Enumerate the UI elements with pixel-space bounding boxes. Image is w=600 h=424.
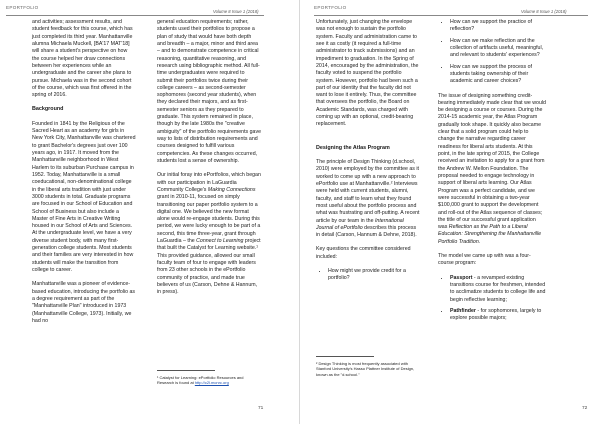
italic-title: Connect to Learning (196, 238, 244, 245)
volume-issue: Volume 8 Issue 1 (2018) (213, 9, 259, 14)
left-column-2 (157, 19, 261, 304)
paragraph: Founded in 1841 by the Religious of the Sacred Heart as an academy for girls in New York City, Manhattanville was chartered to grant Bachelor's degrees just over 100 years ago, in 1917. It moved from the Manhattanville neighborhood in West Harlem to its suburban Purchase campus in 1952. Today, Manhattanville is a small coeducational, non-denominational college in the liberal arts tradition with just under 3000 students in total. Graduate programs are focused in our School of Education and School of Business but also include a Master of Fine Arts in Creative Writing housed in our School of Arts and Sciences. At the undergraduate level, we have a very diverse student body, with many first-generation college students. Most students and their families are very interested in how students will make the transition from college to career. (32, 120, 136, 273)
list-item (450, 308, 546, 323)
paragraph: The model we came up with was a four-course program: (438, 253, 531, 267)
paragraph: Key questions the committee considered included: (316, 246, 411, 260)
footnote-rule (157, 370, 215, 371)
right-column-2 (438, 19, 546, 330)
left-column-1 (32, 19, 136, 332)
course-name: Pathfinder (450, 307, 476, 314)
journal-name: EPORTFOLIO (6, 5, 39, 10)
course-description: - a revamped existing transitions course for freshmen, intended to acclimatize students to college life and begin reflective learning; (450, 274, 546, 303)
paragraph: general education requirements; rather, students used their portfolios to propose a plan of study that would have both depth and breadth – a major, minor and third area – and to demonstrate competence in critical reasoning, quantitative reasoning, and research using bibliographic method. All full-time undergraduates were required to submit their portfolios twice during their college careers – as second-semester sophomores (second year students), when they declared their majors, and as first-semester seniors as they prepared to graduate. This system remained in place, though by the late 1980s the "creative ambiguity" of the portfolio requirements gave way to lists of distribution requirements and courses designed to fulfill various competencies. As these changes occurred, students lost a sense of ownership. (157, 19, 262, 164)
list-item: • How can we support the process of students taking ownership of their academic and career choices? (450, 64, 546, 86)
footnote-2: ² Design Thinking is most frequently associated with Stanford University's Hasso Plattner Institute of Design, known as the "d.school." (316, 361, 415, 377)
section-heading-design: Designing the Atlas Program (316, 144, 390, 151)
list-item: • How can we support the practice of reflection? (450, 19, 546, 34)
footnote-rule (316, 356, 374, 357)
header-rule (6, 15, 264, 16)
paragraph (316, 159, 420, 239)
list-item: • How can we make reflection and the collection of artifacts useful, meaningful, and relevant to students' experiences? (450, 38, 546, 60)
text-span: project that built the Catalyst for Learning website.¹ This provided guidance, allowed our small faculty team of four to engage with leaders from 23 other schools in the ePortfolio community of practice, and made true believers of us (Carson, Dehne & Hannum, in press). (157, 238, 261, 296)
list-item: • How might we provide credit for a portfolio? (328, 268, 420, 283)
course-name: Passport (450, 274, 473, 281)
journal-name: EPORTFOLIO (314, 5, 347, 10)
list-item (450, 275, 546, 304)
footnote-link[interactable]: http://c2l.mcnrc.org (194, 380, 229, 386)
paragraph: Manhattanville was a pioneer of evidence-based education, introducing the portfolio as a degree requirement as part of the "Manhattanville Plan" introduced in 1973 (Manhattanville College, 1973). Initially, we had no (32, 281, 136, 324)
text-span: The principle of Design Thinking (d.school, 2010) were employed by the committee as it worked to come up with a new approach to ePortfolio use at Manhattanville.² Interviews were held with current students, alumni, faculty, and staff to learn what they found most useful about the portfolio process and what was frustrating and off-putting. A recent article by our team in the (316, 159, 420, 224)
italic-title: Reflection as the Path to a Liberal Education: Strengthening the Manhattanville Portfolio Tradition. (438, 224, 542, 245)
question-list (438, 19, 546, 86)
italic-title: Making Connections (207, 186, 256, 193)
right-page (300, 0, 600, 424)
question-list (316, 268, 420, 283)
page-number: 72 (582, 406, 588, 411)
volume-issue: Volume 8 Issue 1 (2018) (521, 9, 567, 14)
page-number: 71 (258, 406, 264, 411)
header-rule (314, 15, 588, 16)
footnote-text: ¹ Catalyst for Learning: ePortfolio Resources and Research is found at (157, 375, 244, 386)
section-heading-background: Background (32, 106, 64, 113)
footnote-1 (157, 375, 261, 386)
text-span: The issue of designing something credit-bearing immediately made clear that we would be designing a course or courses. During the 2014-15 academic year, the Atlas Program gradually took shape. It quickly also became clear that a solid program could help to change the narrative regarding career readiness for liberal arts students. At this point, in the late spring of 2015, the College received an invitation to apply for a grant from the Andrew W. Mellon Foundation. The proposal needed to engage technology in support of liberal arts learning. Our Atlas Program was a perfect candidate, and we were successful in obtaining a two-year $100,000 grant to support the development and roll-out of the Atlas sequence of classes; the title of our successful grant application was (438, 92, 546, 231)
paragraph (157, 172, 261, 296)
paragraph: and activities; assessment results, and student feedback for this course, which has just completed its third year. Manhattanville alumna Michaela Muckell, [BA'17 MAT'18] will share a student's perspective on how the course helped her draw connections between her experiences while an undergraduate and the career she plans to pursue. Michaela was in the second cohort of the course, which was first offered in the spring of 2016. (32, 19, 133, 99)
paragraph (438, 93, 546, 247)
right-column-1 (316, 19, 420, 290)
paragraph: Unfortunately, just changing the envelope was not enough to sustain the portfolio system. Faculty and administration came to see it as costly (it required a full-time administrator to track submissions) and an impediment to graduation. In the Spring of 2014, encouraged by the administration, the faculty voted to suspend the portfolio system. However, portfolio had been such a part of our identity that the faculty did not want to lose it entirely. Thus, the committee that oversees the portfolio, the Board on Academic Standards, was charged with coming up with an optional, credit-bearing replacement. (316, 19, 419, 128)
text-span: Our initial foray into ePortfolios, which began with our participation in LaGuardia Community College's (157, 172, 261, 193)
italic-title: International Journal of ePortfolio (316, 217, 404, 231)
text-span: describes this process in detail (Carson, Hannum & Dehne, 2018). (316, 224, 417, 239)
course-description: - for sophomores, largely to explore possible majors; (450, 307, 542, 322)
text-span: grant in 2010-11, focused on simply transitioning our paper portfolio system to a digital one. We believed the new format alone would re-engage students. During this period, we were lucky enough to be part of a second, this time three-year, grant through LaGuardia – the (157, 194, 261, 245)
course-list (438, 275, 546, 323)
